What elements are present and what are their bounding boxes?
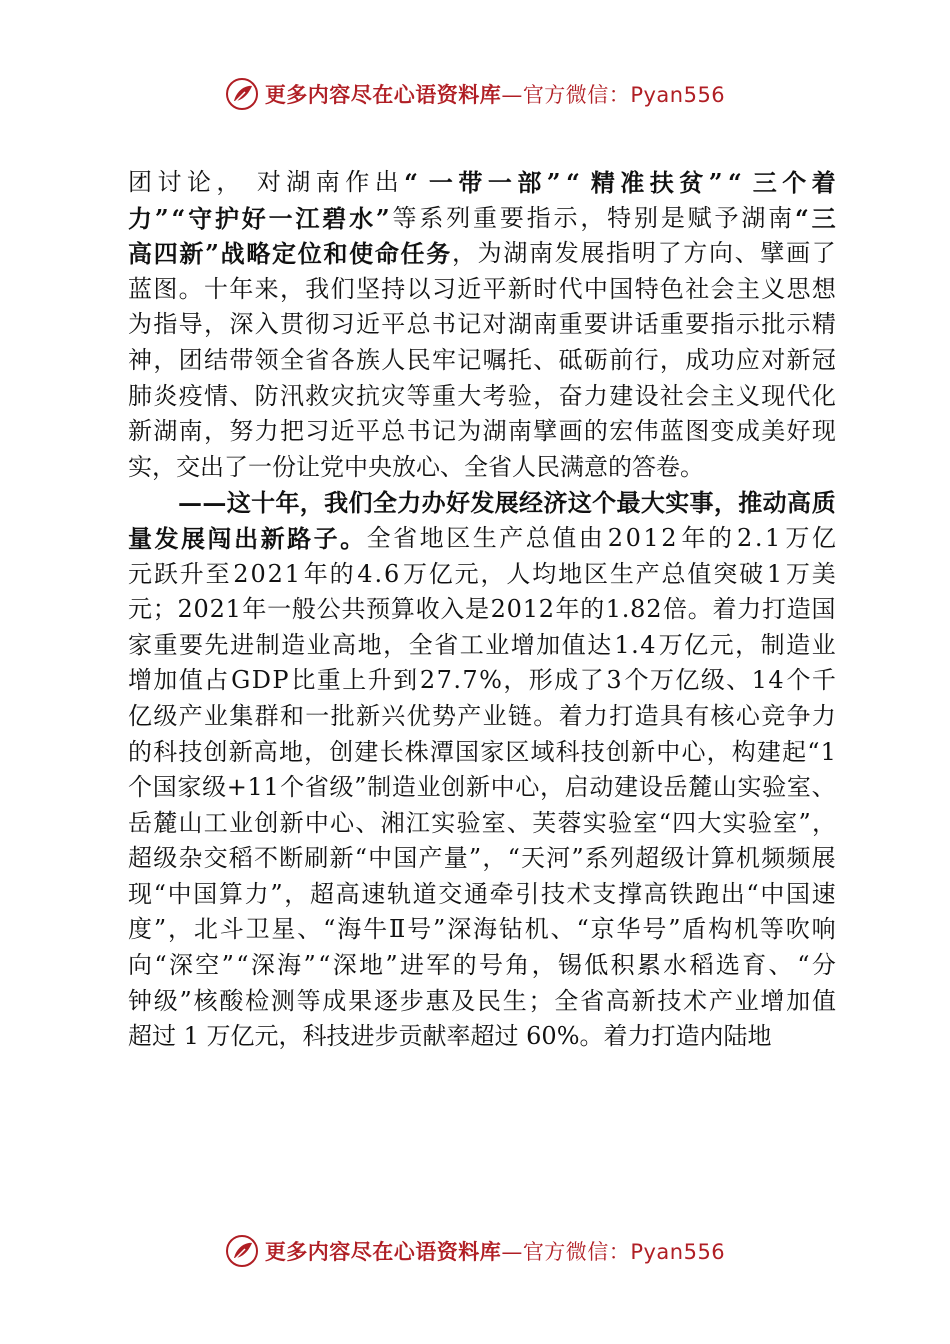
text-line: 钟 级 ” 核 酸 检 测 等 成 果 逐 步 惠 及 民 生 ； 全 省 高 新 技 术 产 业 增 加 值 [128,986,836,1015]
text-line: 超 级 杂 交 稻 不 断 刷 新 “ 中 国 产 量 ” ， “ 天 河 ” 系 列 超 级 计 算 机 频 频 展 [128,844,836,873]
watermark-sep: —官方微信： [501,1240,631,1264]
watermark-text [265,79,725,109]
watermark-id: Pyan556 [630,1240,726,1264]
text-run: 超过 1 万亿元，科技进步贡献率超过 60%。着力打造内陆地 [128,1022,772,1051]
text-line: 亿 级 产 业 集 群 和 一 批 新 兴 优 势 产 业 链 。 着 力 打 造 具 有 核 心 竞 争 力 [128,701,836,730]
text-line: 肺 炎 疫 情 、 防 汛 救 灾 抗 灾 等 重 大 考 验 ， 奋 力 建 设 社 会 主 义 现 代 化 [128,381,836,410]
text-line: 家 重 要 先 进 制 造 业 高 地 ， 全 省 工 业 增 加 值 达 1 . 4 万 亿 元 ， 制 造 业 [128,630,836,659]
text-line: 量 发 展 闯 出 新 路 子 。 全 省 地 区 生 产 总 值 由 2 0 1 2 年 的 2 . 1 万 亿 [128,523,836,553]
text-line: 新 湖 南 ， 努 力 把 习 近 平 总 书 记 为 湖 南 擘 画 的 宏 伟 蓝 图 变 成 美 好 现 [128,417,836,446]
watermark-main: 更多内容尽在心语资料库 [264,83,502,107]
leaf-logo-icon [225,1234,259,1268]
text-line: 个 国 家 级 + 1 1 个 省 级 ” 制 造 业 创 新 中 心 ， 启 动 建 设 岳 麓 山 实 验 室 、 [128,773,836,802]
text-line [128,450,836,486]
text-line: 增 加 值 占 G D P 比 重 上 升 到 2 7 . 7 % ， 形 成 了 3 个 万 亿 级 、 1 4 个 千 [128,666,836,695]
text-line: 岳 麓 山 工 业 创 新 中 心 、 湘 江 实 验 室 、 芙 蓉 实 验 室 “ 四 大 实 验 室 ” ， [128,808,836,837]
document-body [128,165,836,1055]
text-line: 向 “ 深 空 ” “ 深 海 ” “ 深 地 ” 进 军 的 号 角 ， 锡 低 积 累 水 稻 选 育 、 “ 分 [128,951,836,980]
watermark-id: Pyan556 [630,83,726,107]
text-line: 的 科 技 创 新 高 地 ， 创 建 长 株 潭 国 家 区 域 科 技 创 新 中 心 ， 构 建 起 “ 1 [128,737,836,766]
header-watermark [0,74,950,114]
text-line: 度 ” ， 北 斗 卫 星 、 “ 海 牛 Ⅱ 号 ” 深 海 钻 机 、 “ 京 华 号 ” 盾 构 机 等 吹 响 [128,915,836,944]
text-line: — — 这 十 年 ， 我 们 全 力 办 好 发 展 经 济 这 个 最 大 实 事 ， 推 动 高 质 [178,488,836,518]
text-line: 神 ， 团 结 带 领 全 省 各 族 人 民 牢 记 嘱 托 、 砥 砺 前 行 ， 成 功 应 对 新 冠 [128,345,836,374]
footer-watermark [0,1231,950,1271]
watermark-text [265,1236,725,1266]
text-line: 蓝 图 。 十 年 来 ， 我 们 坚 持 以 习 近 平 新 时 代 中 国 特 色 社 会 主 义 思 想 [128,274,836,303]
text-line [128,1019,836,1055]
watermark-main: 更多内容尽在心语资料库 [264,1240,502,1264]
text-line: 为 指 导 ， 深 入 贯 彻 习 近 平 总 书 记 对 湖 南 重 要 讲 话 重 要 指 示 批 示 精 [128,310,836,339]
watermark-sep: —官方微信： [501,83,631,107]
text-line: 高 四 新 ” 战 略 定 位 和 使 命 任 务 ， 为 湖 南 发 展 指 明 了 方 向 、 擘 画 了 [128,239,836,269]
text-line: 团 讨 论 ， 对 湖 南 作 出 “ 一 带 一 部 ” “ 精 准 扶 贫 ” “ 三 个 着 [128,168,836,197]
leaf-logo-icon [225,77,259,111]
text-line: 元 跃 升 至 2 0 2 1 年 的 4 . 6 万 亿 元 ， 人 均 地 区 生 产 总 值 突 破 1 万 美 [128,559,836,588]
text-run: 实，交出了一份让党中央放心、全省人民满意的答卷。 [128,452,704,481]
text-line: 元 ； 2 0 2 1 年 一 般 公 共 预 算 收 入 是 2 0 1 2 年 的 1 . 8 2 倍 。 着 力 打 造 国 [128,595,836,624]
text-line: 现 “ 中 国 算 力 ” ， 超 高 速 轨 道 交 通 牵 引 技 术 支 撑 高 铁 跑 出 “ 中 国 速 [128,879,836,908]
text-line: 力 ” “ 守 护 好 一 江 碧 水 ” 等 系 列 重 要 指 示 ， 特 别 是 赋 予 湖 南 “ 三 [128,203,836,233]
